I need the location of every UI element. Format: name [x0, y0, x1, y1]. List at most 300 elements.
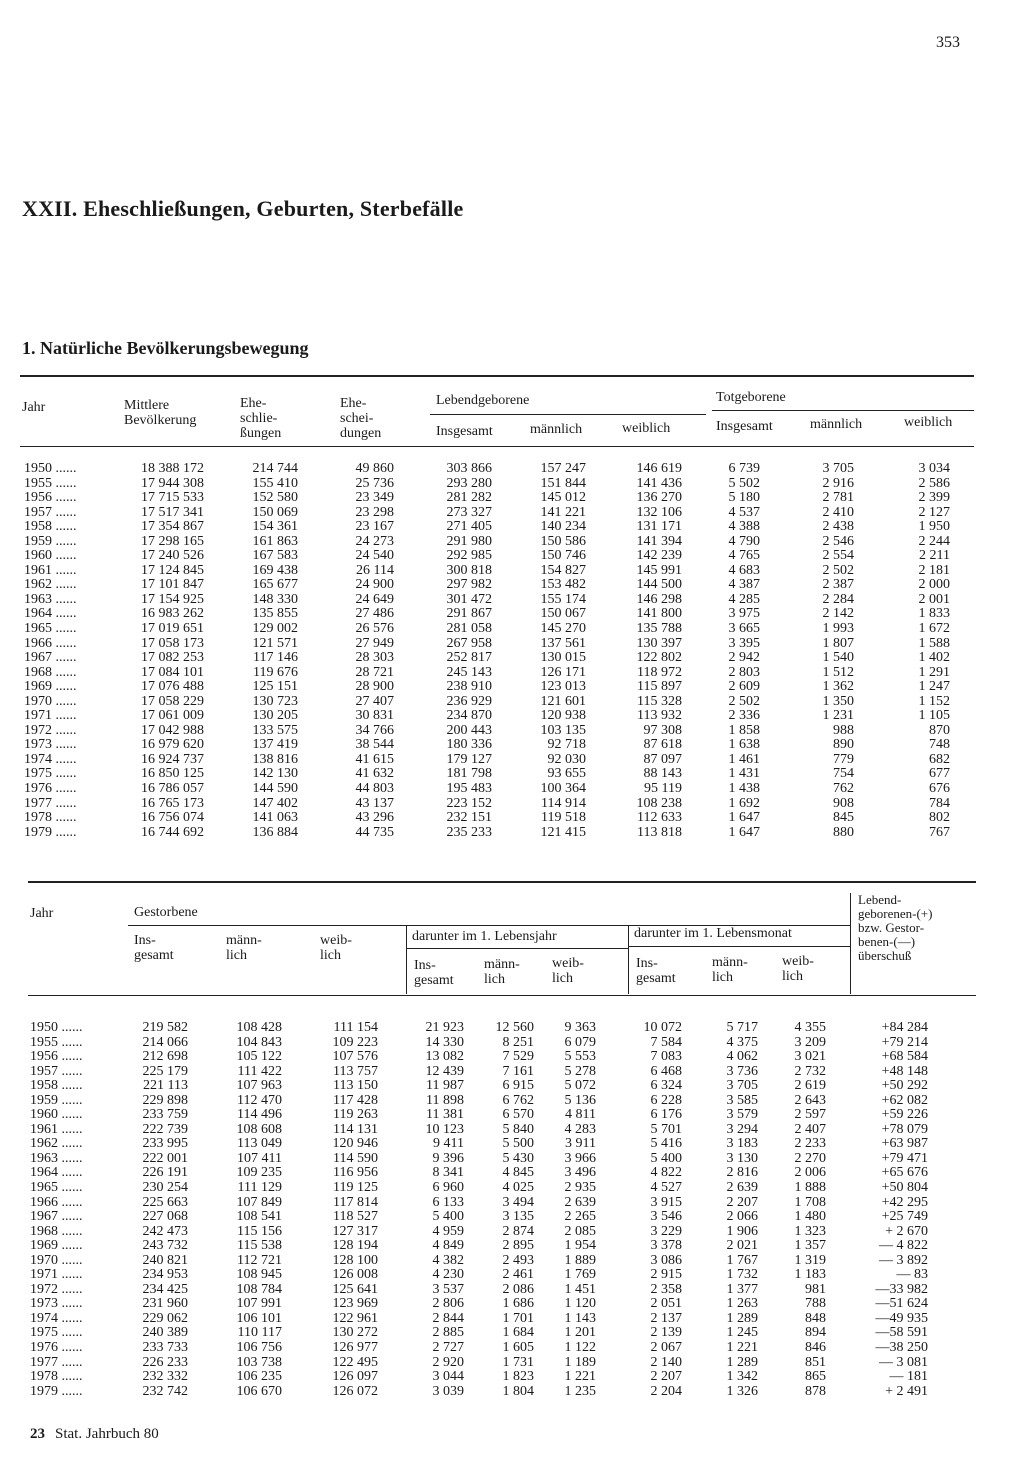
table-cell: 3 496 — [564, 1165, 596, 1181]
table-cell: 2 619 — [794, 1078, 826, 1094]
table-cell: 113 757 — [333, 1063, 378, 1079]
t1-col-tot-weiblich — [896, 462, 950, 840]
table-cell: 4 062 — [726, 1049, 758, 1065]
table-cell: 273 327 — [446, 504, 492, 520]
table-cell: 1 122 — [564, 1340, 596, 1356]
section-title: 1. Natürliche Bevölkerungsbewegung — [22, 338, 309, 358]
table-cell: 1 221 — [726, 1340, 758, 1356]
table-cell: 4 387 — [728, 577, 760, 593]
table-cell: 43 296 — [355, 810, 394, 826]
table-cell: 24 540 — [355, 548, 394, 564]
table-cell: 1 263 — [726, 1296, 758, 1312]
t1-header-totgeborene: Totgeborene — [716, 390, 786, 405]
t2-col-m-insgesamt — [622, 1021, 682, 1399]
table-cell: 113 818 — [637, 824, 682, 840]
table-cell: 2 597 — [794, 1107, 826, 1123]
table-cell: 2 885 — [432, 1325, 464, 1341]
table-cell: 1 950 — [918, 519, 950, 535]
table-cell: 130 723 — [252, 693, 298, 709]
table-cell: 97 308 — [643, 722, 682, 738]
table-cell: 107 411 — [237, 1150, 282, 1166]
table-cell: 6 915 — [502, 1078, 534, 1094]
table-cell: 2 006 — [794, 1165, 826, 1181]
table-cell: 2 407 — [794, 1121, 826, 1137]
table-cell: 226 191 — [142, 1165, 188, 1181]
table-cell: 1 451 — [564, 1281, 596, 1297]
table-cell: 3 086 — [650, 1252, 682, 1268]
table-cell: 1 221 — [564, 1369, 596, 1385]
table-cell: 1 247 — [918, 679, 950, 695]
table2-header-rule — [28, 995, 976, 996]
table-cell: 1978 ...... — [30, 1369, 83, 1385]
table-cell: 137 419 — [252, 737, 298, 753]
table-cell: 125 641 — [332, 1281, 378, 1297]
table-cell: 24 273 — [355, 533, 394, 549]
table-cell: 114 496 — [237, 1107, 282, 1123]
table-cell: 3 044 — [432, 1369, 464, 1385]
table-cell: 4 811 — [565, 1107, 596, 1123]
t1-header-leb-weiblich: weiblich — [622, 421, 671, 436]
table-cell: 1 480 — [794, 1209, 826, 1225]
table-cell: 3 966 — [564, 1150, 596, 1166]
table-cell: 167 583 — [252, 548, 298, 564]
t1-header-jahr: Jahr — [22, 400, 46, 415]
table-cell: +42 295 — [881, 1194, 928, 1210]
table-cell: 1966 ...... — [24, 635, 77, 651]
table-cell: 1963 ...... — [24, 591, 77, 607]
table-cell: 154 827 — [540, 562, 586, 578]
table-cell: 107 963 — [236, 1078, 282, 1094]
table-cell: +50 804 — [881, 1180, 928, 1196]
table-cell: 281 058 — [446, 621, 492, 637]
table-cell: 122 802 — [636, 650, 682, 666]
table-cell: 271 405 — [446, 519, 492, 535]
table2-top-rule — [28, 881, 976, 883]
table-cell: 9 363 — [564, 1020, 596, 1035]
table-cell: 1 588 — [918, 635, 950, 651]
table-cell: 762 — [833, 781, 854, 797]
table-cell: 1960 ...... — [30, 1107, 83, 1123]
table1-top-rule — [20, 375, 974, 377]
table-cell: 118 527 — [333, 1209, 378, 1225]
table-cell: 1 235 — [564, 1383, 596, 1399]
table-cell: 4 382 — [432, 1252, 464, 1268]
table-cell: — 181 — [889, 1369, 928, 1385]
table-cell: 5 701 — [650, 1121, 682, 1137]
table-cell: 2 127 — [918, 504, 950, 520]
table-cell: 2 207 — [726, 1194, 758, 1210]
table-cell: 6 468 — [650, 1063, 682, 1079]
table-cell: 1964 ...... — [30, 1165, 83, 1181]
table-cell: 1 954 — [564, 1238, 596, 1254]
t1-col-jahr — [24, 462, 119, 840]
table-cell: 104 843 — [236, 1034, 282, 1050]
table-cell: 3 705 — [822, 461, 854, 476]
table-cell: 233 733 — [142, 1340, 188, 1356]
table-cell: 4 537 — [728, 504, 760, 520]
table-cell: 30 831 — [355, 708, 394, 724]
table-cell: 1 143 — [564, 1310, 596, 1326]
table-cell: 2 336 — [728, 708, 760, 724]
table-cell: 240 821 — [142, 1252, 188, 1268]
t1-col-leb-weiblich — [610, 462, 682, 840]
table-cell: 115 897 — [637, 679, 682, 695]
table-cell: 267 958 — [446, 635, 492, 651]
table-cell: 890 — [833, 737, 854, 753]
table-cell: 122 495 — [332, 1354, 378, 1370]
table-cell: 7 529 — [502, 1049, 534, 1065]
table-cell: 2 244 — [918, 533, 950, 549]
table-cell: 3 585 — [726, 1092, 758, 1108]
table-cell: 126 977 — [332, 1340, 378, 1356]
table-cell: 238 910 — [446, 679, 492, 695]
table-cell: 127 317 — [332, 1223, 378, 1239]
table-cell: 17 715 533 — [141, 490, 204, 506]
table-cell: 1 357 — [794, 1238, 826, 1254]
table-cell: 1964 ...... — [24, 606, 77, 622]
table-cell: 1970 ...... — [30, 1252, 83, 1268]
table-cell: 1961 ...... — [24, 562, 77, 578]
table-cell: 3 494 — [502, 1194, 534, 1210]
table-cell: 126 008 — [332, 1267, 378, 1283]
table-cell: 148 330 — [252, 591, 298, 607]
table-cell: 1 889 — [564, 1252, 596, 1268]
table-cell: 11 898 — [426, 1092, 464, 1108]
table-cell: 121 571 — [252, 635, 298, 651]
table-cell: 34 766 — [355, 722, 394, 738]
table-cell: 119 263 — [333, 1107, 378, 1123]
table-cell: 1967 ...... — [24, 650, 77, 666]
t2-header-m-maennlich: männ- lich — [712, 955, 748, 985]
table-cell: 5 278 — [564, 1063, 596, 1079]
t2-col-g-weiblich — [306, 1021, 378, 1399]
table-cell: 107 576 — [332, 1049, 378, 1065]
table-cell: 1970 ...... — [24, 693, 77, 709]
table-cell: 150 069 — [252, 504, 298, 520]
table-cell: 152 580 — [252, 490, 298, 506]
t2-col-g-maennlich — [210, 1021, 282, 1399]
t2-jahr-rule — [406, 948, 628, 949]
t1-header-tot-maennlich: männlich — [810, 417, 863, 432]
table-cell: 4 355 — [794, 1020, 826, 1035]
t1-header-eheschliessungen: Ehe- schlie- ßungen — [240, 396, 282, 441]
table-cell: 17 354 867 — [141, 519, 204, 535]
table-cell: 5 500 — [502, 1136, 534, 1152]
table-cell: 28 900 — [355, 679, 394, 695]
table-cell: 1959 ...... — [30, 1092, 83, 1108]
table-cell: 24 649 — [355, 591, 394, 607]
table-cell: 1 201 — [564, 1325, 596, 1341]
table-cell: 8 251 — [502, 1034, 534, 1050]
table-cell: 111 129 — [237, 1180, 282, 1196]
table-cell: 1962 ...... — [30, 1136, 83, 1152]
table-cell: 1974 ...... — [24, 751, 77, 767]
table-cell: 3 378 — [650, 1238, 682, 1254]
table-cell: 109 223 — [332, 1034, 378, 1050]
table-cell: 1 823 — [502, 1369, 534, 1385]
table-cell: —49 935 — [875, 1310, 928, 1326]
table-cell: 2 844 — [432, 1310, 464, 1326]
table-cell: 5 400 — [650, 1150, 682, 1166]
table-cell: 1973 ...... — [24, 737, 77, 753]
t2-header-gestorbene: Gestorbene — [134, 905, 198, 920]
table-cell: 2 410 — [822, 504, 854, 520]
t2-divider-2 — [628, 926, 629, 994]
table-cell: 17 076 488 — [141, 679, 204, 695]
table-cell: 2 399 — [918, 490, 950, 506]
footer-number: 23 — [30, 1426, 45, 1442]
table-cell: 1971 ...... — [30, 1267, 83, 1283]
table-cell: 8 341 — [432, 1165, 464, 1181]
t2-col-j-weiblich — [540, 1021, 596, 1399]
t1-header-leb-maennlich: männlich — [530, 422, 583, 437]
table-cell: 17 019 651 — [141, 621, 204, 637]
table-cell: 108 428 — [236, 1020, 282, 1035]
table-cell: 243 732 — [142, 1238, 188, 1254]
table-cell: 1 858 — [728, 722, 760, 738]
table-cell: 16 979 620 — [141, 737, 204, 753]
table-cell: 2 915 — [650, 1267, 682, 1283]
table-cell: 115 156 — [237, 1223, 282, 1239]
table-cell: +50 292 — [881, 1078, 928, 1094]
table-cell: 4 959 — [432, 1223, 464, 1239]
table-cell: 114 590 — [333, 1150, 378, 1166]
t2-header-darunter-jahr: darunter im 1. Lebensjahr — [412, 929, 557, 944]
table-cell: 2 438 — [822, 519, 854, 535]
table-cell: 2 207 — [650, 1369, 682, 1385]
table-cell: 3 395 — [728, 635, 760, 651]
table-cell: 846 — [805, 1340, 826, 1356]
table-cell: 232 742 — [142, 1383, 188, 1399]
table-cell: —33 982 — [875, 1281, 928, 1297]
table-cell: 1969 ...... — [24, 679, 77, 695]
t1-col-eheschliessungen — [226, 462, 298, 840]
table-cell: 146 298 — [636, 591, 682, 607]
table-cell: 227 068 — [142, 1209, 188, 1225]
t1-header-ehescheidungen: Ehe- schei- dungen — [340, 396, 382, 441]
t1-header-tot-insgesamt: Insgesamt — [716, 419, 773, 434]
t2-col-g-insgesamt — [118, 1021, 188, 1399]
table-cell: 16 850 125 — [141, 766, 204, 782]
table-cell: 120 938 — [540, 708, 586, 724]
table-cell: 108 541 — [236, 1209, 282, 1225]
table-cell: 23 298 — [355, 504, 394, 520]
table-cell: 147 402 — [252, 795, 298, 811]
table-cell: 4 790 — [728, 533, 760, 549]
table-cell: +78 079 — [881, 1121, 928, 1137]
table-cell: 105 122 — [236, 1049, 282, 1065]
table-cell: 44 803 — [355, 781, 394, 797]
table-cell: 1957 ...... — [24, 504, 77, 520]
table-cell: 117 814 — [333, 1194, 378, 1210]
table-cell: 2 067 — [650, 1340, 682, 1356]
table-cell: 43 137 — [355, 795, 394, 811]
table-cell: 2 270 — [794, 1150, 826, 1166]
table-cell: 682 — [929, 751, 950, 767]
table-cell: 2 066 — [726, 1209, 758, 1225]
table-cell: 132 106 — [636, 504, 682, 520]
table-cell: 13 082 — [425, 1049, 464, 1065]
table-cell: 3 183 — [726, 1136, 758, 1152]
table-cell: 300 818 — [446, 562, 492, 578]
table-cell: 117 428 — [333, 1092, 378, 1108]
chapter-title: XXII. Eheschließungen, Geburten, Sterbefälle — [22, 196, 464, 221]
table-cell: 41 615 — [355, 751, 394, 767]
table-cell: 181 798 — [446, 766, 492, 782]
table-cell: 9 396 — [432, 1150, 464, 1166]
table-cell: 10 123 — [425, 1121, 464, 1137]
table-cell: +62 082 — [881, 1092, 928, 1108]
table-cell: 292 985 — [446, 548, 492, 564]
table-cell: 106 235 — [236, 1369, 282, 1385]
table-cell: 49 860 — [355, 461, 394, 476]
table-cell: 153 482 — [540, 577, 586, 593]
table-cell: 222 739 — [142, 1121, 188, 1137]
table-cell: 1 342 — [726, 1369, 758, 1385]
table-cell: 4 845 — [502, 1165, 534, 1181]
table-cell: 676 — [929, 781, 950, 797]
table-cell: 1959 ...... — [24, 533, 77, 549]
table-cell: 245 143 — [446, 664, 492, 680]
table-cell: 133 575 — [252, 722, 298, 738]
table-cell: 851 — [805, 1354, 826, 1370]
table-cell: 113 049 — [237, 1136, 282, 1152]
table-cell: 23 167 — [355, 519, 394, 535]
table-cell: 3 705 — [726, 1078, 758, 1094]
table-cell: 1 323 — [794, 1223, 826, 1239]
table-cell: 9 411 — [433, 1136, 464, 1152]
table-cell: 154 361 — [252, 519, 298, 535]
table-cell: 1 350 — [822, 693, 854, 709]
table-cell: 1976 ...... — [30, 1340, 83, 1356]
table-cell: 2 942 — [728, 650, 760, 666]
table-cell: 5 416 — [650, 1136, 682, 1152]
table-cell: 1960 ...... — [24, 548, 77, 564]
table-cell: 114 914 — [541, 795, 586, 811]
table-cell: 1 647 — [728, 824, 760, 840]
table-cell: 108 945 — [236, 1267, 282, 1283]
table-cell: 2 554 — [822, 548, 854, 564]
t2-col-jahr — [30, 1021, 126, 1399]
table-cell: 5 553 — [564, 1049, 596, 1065]
table-cell: 1 692 — [728, 795, 760, 811]
table-cell: 141 063 — [252, 810, 298, 826]
table-cell: 126 171 — [540, 664, 586, 680]
table-cell: 1 402 — [918, 650, 950, 666]
table-cell: 136 270 — [636, 490, 682, 506]
t2-col-ueberschuss — [852, 1021, 928, 1399]
table-cell: 1 319 — [794, 1252, 826, 1268]
table-cell: 1 289 — [726, 1310, 758, 1326]
table-cell: 1 105 — [918, 708, 950, 724]
table-cell: 4 285 — [728, 591, 760, 607]
table-cell: 223 152 — [446, 795, 492, 811]
table-cell: 135 855 — [252, 606, 298, 622]
table-cell: 802 — [929, 810, 950, 826]
table-cell: 242 473 — [142, 1223, 188, 1239]
table-cell: 112 721 — [237, 1252, 282, 1268]
table-cell: 6 079 — [564, 1034, 596, 1050]
table-cell: 229 898 — [142, 1092, 188, 1108]
table-cell: 108 608 — [236, 1121, 282, 1137]
table-cell: 1965 ...... — [30, 1180, 83, 1196]
t2-header-j-maennlich: männ- lich — [484, 957, 520, 987]
table-cell: 6 324 — [650, 1078, 682, 1094]
table-cell: 200 443 — [446, 722, 492, 738]
table-cell: 27 486 — [355, 606, 394, 622]
table-cell: 92 718 — [547, 737, 586, 753]
table-cell: 121 415 — [540, 824, 586, 840]
table-cell: 754 — [833, 766, 854, 782]
table-cell: 114 131 — [333, 1121, 378, 1137]
t1-col-tot-maennlich — [800, 462, 854, 840]
table-cell: 3 915 — [650, 1194, 682, 1210]
table-cell: 121 601 — [540, 693, 586, 709]
table-cell: 3 229 — [650, 1223, 682, 1239]
table-cell: 2 781 — [822, 490, 854, 506]
table-cell: 4 025 — [502, 1180, 534, 1196]
table-cell: 150 586 — [540, 533, 586, 549]
table-cell: 221 113 — [143, 1078, 188, 1094]
table-cell: 113 932 — [637, 708, 682, 724]
table-cell: 16 744 692 — [141, 824, 204, 840]
table-cell: 113 150 — [333, 1078, 378, 1094]
table-cell: 1 993 — [822, 621, 854, 637]
table-cell: 1965 ...... — [24, 621, 77, 637]
table-cell: 3 579 — [726, 1107, 758, 1123]
t2-col-j-maennlich — [474, 1021, 534, 1399]
table-cell: 106 756 — [236, 1340, 282, 1356]
t2-col-m-weiblich — [770, 1021, 826, 1399]
table-cell: +79 471 — [881, 1150, 928, 1166]
t1-header-mittlere: Mittlere Bevölkerung — [124, 398, 197, 428]
table-cell: 1 189 — [564, 1354, 596, 1370]
table-cell: 24 900 — [355, 577, 394, 593]
table-cell: 106 670 — [236, 1383, 282, 1399]
table-cell: 234 425 — [142, 1281, 188, 1297]
table-cell: 17 058 229 — [141, 693, 204, 709]
table-cell: 225 663 — [142, 1194, 188, 1210]
table-cell: 2 727 — [432, 1340, 464, 1356]
table1-header-rule — [20, 446, 974, 447]
table-cell: —38 250 — [875, 1340, 928, 1356]
table-cell: 230 254 — [142, 1180, 188, 1196]
table-cell: 1 605 — [502, 1340, 534, 1356]
table-cell: 2 732 — [794, 1063, 826, 1079]
t1-tot-rule — [712, 410, 974, 411]
table-cell: 293 280 — [446, 475, 492, 491]
table-cell: 130 205 — [252, 708, 298, 724]
table-cell: 17 084 101 — [141, 664, 204, 680]
table-cell: 1977 ...... — [30, 1354, 83, 1370]
table-cell: 87 097 — [643, 751, 682, 767]
table-cell: 880 — [833, 824, 854, 840]
table-cell: 5 717 — [726, 1020, 758, 1035]
table-cell: 21 923 — [425, 1020, 464, 1035]
table-cell: 3 135 — [502, 1209, 534, 1225]
table-cell: 1 431 — [728, 766, 760, 782]
t1-header-leb-insgesamt: Insgesamt — [436, 424, 493, 439]
table-cell: 2 051 — [650, 1296, 682, 1312]
table-cell: 748 — [929, 737, 950, 753]
table-cell: 5 136 — [564, 1092, 596, 1108]
table-cell: 1968 ...... — [24, 664, 77, 680]
table-cell: 2 204 — [650, 1383, 682, 1399]
table-cell: +68 584 — [881, 1049, 928, 1065]
table-cell: 1 231 — [822, 708, 854, 724]
table-cell: 107 991 — [236, 1296, 282, 1312]
table-cell: 2 916 — [822, 475, 854, 491]
